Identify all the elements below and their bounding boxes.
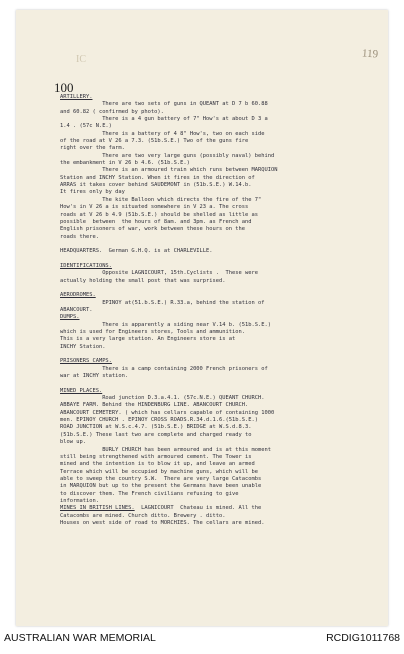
text-line: There are two sets of guns in QUEANT at D 7 b 60.88 — [60, 101, 268, 108]
footer-institution: AUSTRALIAN WAR MEMORIAL — [4, 632, 156, 644]
faint-mark: IC — [76, 54, 86, 65]
text-line: ABANCOURT. — [60, 306, 93, 313]
text-line: There are two very large guns (possibly naval) behind — [60, 152, 275, 159]
text-line: ROAD JUNCTION at W.S.c.4.7. (51b.S.E.) BRIDGE at W.S.d.8.3. — [60, 424, 252, 431]
text-line: This is a very large station. An Engineers store is at — [60, 336, 236, 343]
text-line — [60, 256, 370, 263]
section-heading-line: AERODROMES. — [60, 292, 96, 299]
page-number: 100 — [54, 80, 74, 95]
text-line: Catacombs are mined. Church ditto. Brewery . ditto. — [60, 512, 226, 519]
text-line: ABBAYE FARM. Behind the HINDENBURG LINE. ABANCOURT CHURCH. — [60, 402, 249, 409]
text-line: mined and the intention is to blow it up, and leave an armed — [60, 461, 255, 468]
text-line — [60, 380, 370, 387]
section-heading-line: PRISONERS CAMPS. — [60, 358, 112, 365]
text-line: 1.4 . (57c N.E.) — [60, 123, 112, 130]
text-line: Road junction D.3.a.4.1. (57c.N.E.) QUEANT CHURCH. — [60, 395, 265, 402]
text-line: able to sweep the country S.W. There are very large Catacombs — [60, 475, 262, 482]
text-line: ARRAS it takes cover behind SAUDEMONT in (51b.S.E.) W.14.b. — [60, 182, 252, 189]
text-line: Station and INCHY Station. When it fires in the direction of — [60, 174, 255, 181]
text-line: of the road at V 26 a 7.3. (51b.S.E.) Two of the guns fire — [60, 138, 249, 145]
text-line: There is a battery of 4 8" How's, two on each side — [60, 130, 265, 137]
text-line: It fires only by day — [60, 189, 125, 196]
text-line: There is a 4 gun battery of 7" How's at about D 3 a — [60, 116, 268, 123]
text-line: which is used for Engineers stores, Tools and ammunition. — [60, 329, 245, 335]
section-heading-line: MINES IN BRITISH LINES. LAGNICOURT Chateau is mined. All the — [60, 505, 262, 512]
text-line — [60, 351, 370, 358]
section-heading-line: MINED PLACES. — [60, 387, 103, 394]
text-line: Terrace which will be occupied by machine guns, which will be — [60, 468, 258, 475]
text-line: roads at V 26 b 4.9 (51b.S.E.) should be shelled as little as — [60, 211, 258, 218]
text-line: There is an armoured train which runs between MARQUION — [60, 167, 278, 174]
section-heading-line: DUMPS. — [60, 314, 80, 321]
text-line: The kite Balloon which directs the fire of the 7" — [60, 196, 262, 203]
text-line: possible between the hours of 8am. and 3pm. as French and — [60, 218, 252, 225]
text-line: INCHY Station. — [60, 343, 106, 350]
corner-page-mark: 119 — [361, 47, 379, 61]
text-line: in MARQUION but up to the present the Germans have been unable — [60, 483, 262, 490]
text-line: (51b.S.E.) These last two are complete and charged ready to — [60, 431, 252, 438]
text-line: the embankment in V 26 b 4.6. (51b.S.E.) — [60, 160, 190, 167]
text-line: information. — [60, 497, 99, 504]
text-line: to discover them. The French civilians refusing to give — [60, 490, 239, 497]
text-line: men. EPINOY CHURCH . EPINOY CROSS ROADS.R.34.d.1.6.(51b.S.E.) — [60, 417, 258, 424]
text-line: EPINOY at(51.b.S.E.) R.33.a, behind the station of — [60, 299, 265, 306]
footer-record-id: RCDIG1011768 — [326, 632, 400, 644]
text-line: roads there. — [60, 233, 99, 240]
text-line: English prisoners of war, work between these hours on the — [60, 226, 245, 233]
text-line: blow up. — [60, 439, 86, 446]
text-line: Houses on west side of road to MORCHIES. The cellars are mined. — [60, 519, 265, 526]
section-heading-line: IDENTIFICATIONS. — [60, 262, 112, 269]
text-line: right over the farm. — [60, 145, 125, 152]
text-line — [60, 241, 370, 248]
document-body — [60, 94, 370, 527]
text-line: and 60.82 ( confirmed by photo). — [60, 108, 164, 115]
text-line: ABANCOURT CEMETERY. ( which has cellars capable of containing 1000 — [60, 409, 275, 416]
text-line: HEADQUARTERS. German G.H.Q. is at CHARLEVILLE. — [60, 248, 213, 255]
text-line: still being strengthened with armoured cement. The Tower is — [60, 453, 252, 460]
text-line — [60, 285, 370, 292]
section-heading-line: ARTILLERY. — [60, 94, 93, 100]
text-line: BURLY CHURCH has been armoured and is at this moment — [60, 446, 271, 453]
text-line: There is apparently a siding near V.14 b. (51b.S.E.) — [60, 321, 271, 328]
text-line: Opposite LAGNICOURT, 15th.Cyclists . These were — [60, 270, 258, 277]
text-line: How's in V 26 a is situated somewhere in V 23 a. The cross — [60, 204, 249, 211]
text-line: actually holding the small post that was surprised. — [60, 277, 226, 284]
text-line: war at INCHY station. — [60, 373, 129, 380]
text-line: There is a camp containing 2000 French prisoners of — [60, 365, 268, 372]
